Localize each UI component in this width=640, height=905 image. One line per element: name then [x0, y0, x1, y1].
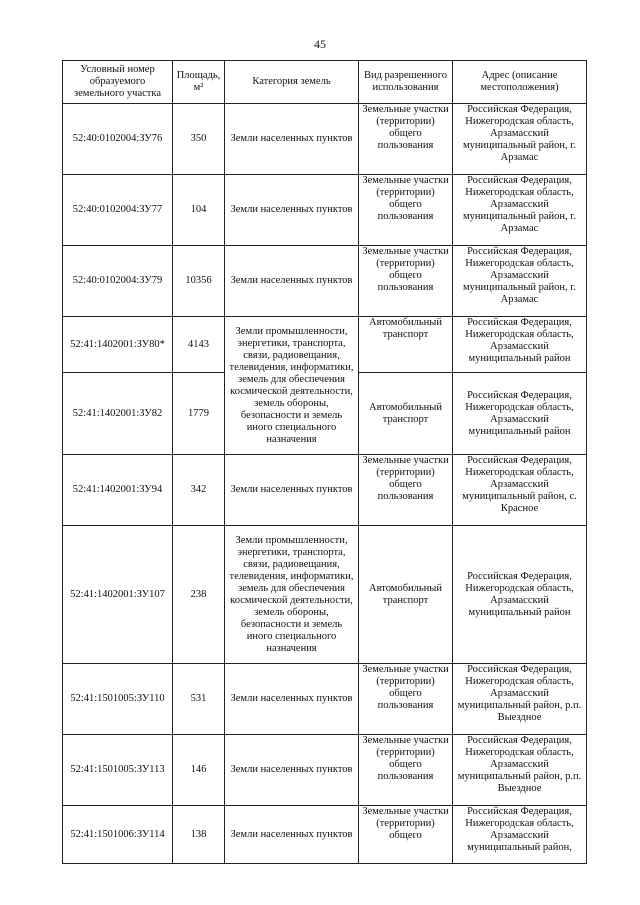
cell-use: Автомобильный транспорт — [359, 317, 453, 373]
cell-number: 52:41:1402001:ЗУ94 — [63, 455, 173, 526]
table-row — [63, 317, 587, 373]
cell-address: Российская Федерация, Нижегородская область, Арзамасский муниципальный район, г. Арзамас — [453, 104, 587, 175]
cell-category: Земли населенных пунктов — [225, 806, 359, 864]
cell-use: Земельные участки (территории) общего пользования — [359, 104, 453, 175]
header-address: Адрес (описание местоположения) — [453, 61, 587, 104]
cell-number: 52:41:1501006:ЗУ114 — [63, 806, 173, 864]
cell-address: Российская Федерация, Нижегородская область, Арзамасский муниципальный район, — [453, 806, 587, 864]
cell-use: Земельные участки (территории) общего пользования — [359, 246, 453, 317]
cell-number: 52:41:1501005:ЗУ113 — [63, 735, 173, 806]
cell-use: Земельные участки (территории) общего — [359, 806, 453, 864]
cell-use: Земельные участки (территории) общего пользования — [359, 175, 453, 246]
cell-address: Российская Федерация, Нижегородская область, Арзамасский муниципальный район — [453, 526, 587, 664]
header-category: Категория земель — [225, 61, 359, 104]
cell-address: Российская Федерация, Нижегородская область, Арзамасский муниципальный район, г. Арзамас — [453, 246, 587, 317]
header-use: Вид разрешенного использования — [359, 61, 453, 104]
cell-use: Земельные участки (территории) общего пользования — [359, 735, 453, 806]
cell-area: 350 — [173, 104, 225, 175]
table-row — [63, 175, 587, 246]
cell-address: Российская Федерация, Нижегородская область, Арзамасский муниципальный район, р.п. Выездное — [453, 664, 587, 735]
cell-address: Российская Федерация, Нижегородская область, Арзамасский муниципальный район, с. Красное — [453, 455, 587, 526]
cell-category: Земли населенных пунктов — [225, 735, 359, 806]
cell-category: Земли населенных пунктов — [225, 664, 359, 735]
cell-number: 52:41:1402001:ЗУ80* — [63, 317, 173, 373]
table-row — [63, 664, 587, 735]
cell-category: Земли населенных пунктов — [225, 455, 359, 526]
page-number: 45 — [314, 37, 326, 51]
cell-category: Земли населенных пунктов — [225, 104, 359, 175]
cell-number: 52:41:1402001:ЗУ107 — [63, 526, 173, 664]
cell-address: Российская Федерация, Нижегородская область, Арзамасский муниципальный район, г. Арзамас — [453, 175, 587, 246]
cell-category: Земли промышленности, энергетики, транспорта, связи, радиовещания, телевидения, информатики, земель для обеспечения космической деятельности, земель обороны, безопасности и земель иного специального назначения — [225, 317, 359, 455]
cell-area: 342 — [173, 455, 225, 526]
cell-area: 531 — [173, 664, 225, 735]
table-row — [63, 104, 587, 175]
cell-address: Российская Федерация, Нижегородская область, Арзамасский муниципальный район, р.п. Выездное — [453, 735, 587, 806]
cell-area: 4143 — [173, 317, 225, 373]
cell-address: Российская Федерация, Нижегородская область, Арзамасский муниципальный район — [453, 317, 587, 373]
cell-area: 238 — [173, 526, 225, 664]
cell-number: 52:40:0102004:ЗУ79 — [63, 246, 173, 317]
cell-address: Российская Федерация, Нижегородская область, Арзамасский муниципальный район — [453, 373, 587, 455]
header-number: Условный номер образуемого земельного участка — [63, 61, 173, 104]
cell-area: 138 — [173, 806, 225, 864]
header-area: Площадь, м² — [173, 61, 225, 104]
cell-number: 52:40:0102004:ЗУ77 — [63, 175, 173, 246]
cell-category: Земли населенных пунктов — [225, 175, 359, 246]
table-row — [63, 526, 587, 664]
cell-use: Автомобильный транспорт — [359, 373, 453, 455]
table-row — [63, 455, 587, 526]
cell-use: Земельные участки (территории) общего пользования — [359, 455, 453, 526]
cell-category: Земли населенных пунктов — [225, 246, 359, 317]
table-header-row — [63, 61, 587, 104]
cell-area: 10356 — [173, 246, 225, 317]
cell-area: 146 — [173, 735, 225, 806]
table-row — [63, 806, 587, 864]
cell-use: Земельные участки (территории) общего пользования — [359, 664, 453, 735]
cell-category: Земли промышленности, энергетики, транспорта, связи, радиовещания, телевидения, информатики, земель для обеспечения космической деятельности, земель обороны, безопасности и земель иного специального назначения — [225, 526, 359, 664]
land-plots-table — [62, 60, 587, 864]
cell-number: 52:41:1501005:ЗУ110 — [63, 664, 173, 735]
cell-number: 52:41:1402001:ЗУ82 — [63, 373, 173, 455]
table-row — [63, 735, 587, 806]
table-row — [63, 246, 587, 317]
cell-area: 1779 — [173, 373, 225, 455]
cell-number: 52:40:0102004:ЗУ76 — [63, 104, 173, 175]
cell-area: 104 — [173, 175, 225, 246]
cell-use: Автомобильный транспорт — [359, 526, 453, 664]
